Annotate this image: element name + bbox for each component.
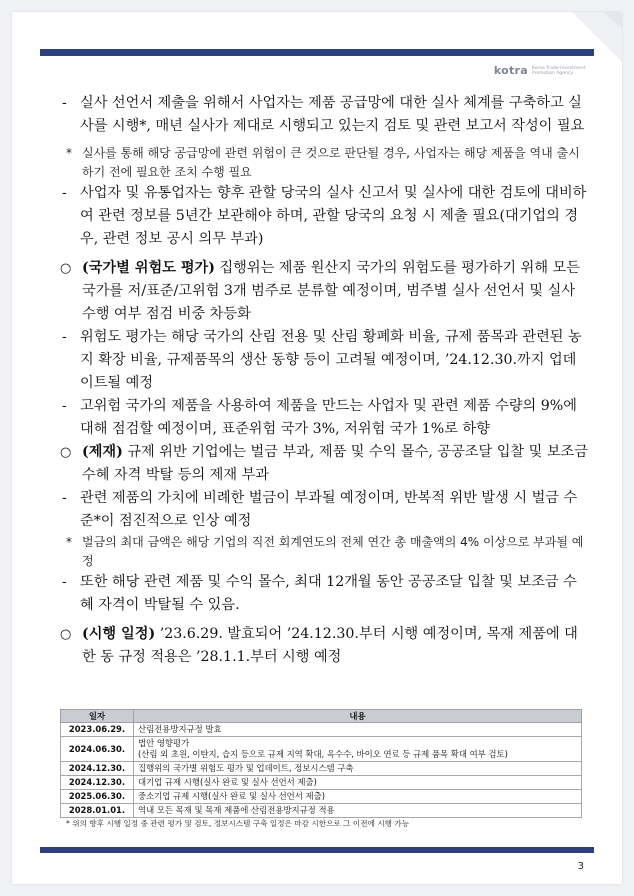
row-content-line: 법안 영향평가 <box>138 738 190 748</box>
table-row <box>61 737 582 762</box>
header-rule <box>40 49 594 56</box>
body-content <box>60 92 588 669</box>
row-content: 대기업 규제 시행(실사 완료 및 실사 선언서 제출) <box>134 776 582 790</box>
row-content: 역내 모든 목재 및 목재 제품에 산림전용방지규정 적용 <box>134 804 582 818</box>
table-header-row <box>61 710 582 723</box>
section-paragraph: ○ (국가별 위험도 평가) 집행위는 제품 원산지 국가의 위험도를 평가하기 위해 모든 국가를 저/표준/고위험 3개 범주로 분류할 예정이며, 범주별 실사 선언서 및 실사 수행 여부 점검 비중 차등화 <box>60 257 588 326</box>
row-content: 중소기업 규제 시행(실사 완료 및 실사 선언서 제출) <box>134 790 582 804</box>
schedule-table <box>60 709 582 818</box>
row-content: 집행위의 국가별 위험도 평가 및 업데이트, 정보시스템 구축 <box>134 762 582 776</box>
row-date: 2024.12.30. <box>61 762 134 776</box>
paragraph: - 고위험 국가의 제품을 사용하여 제품을 만드는 사업자 및 관련 제품 수량의 9%에 대해 점검할 예정이며, 표준위험 국가 3%, 저위험 국가 1%로 하향 <box>60 395 588 441</box>
row-date: 2028.01.01. <box>61 804 134 818</box>
section-paragraph: ○ (시행 일정) ’23.6.29. 발효되어 ’24.12.30.부터 시행 예정이며, 목재 제품에 대한 동 규정 적용은 ’28.1.1.부터 시행 예정 <box>60 623 588 669</box>
paragraph: - 사업자 및 유통업자는 향후 관할 당국의 실사 신고서 및 실사에 대한 검토에 대비하여 관련 정보를 5년간 보관해야 하며, 관할 당국의 요청 시 제출 필요(대기업의 경우, 관련 정보 공시 의무 부과) <box>60 182 588 251</box>
row-date: 2023.06.29. <box>61 723 134 737</box>
table-row <box>61 804 582 818</box>
table-row <box>61 776 582 790</box>
kotra-logo <box>494 64 586 77</box>
row-content-line: (산림 외 초원, 이탄지, 습지 등으로 규제 지역 확대, 옥수수, 바이오 연료 등 규제 품목 확대 여부 검토) <box>138 749 508 759</box>
header-content: 내용 <box>134 710 582 723</box>
paragraph: - 위험도 평가는 해당 국가의 산림 전용 및 산림 황폐화 비율, 규제 품목과 관련된 농지 확장 비율, 규제품목의 생산 동향 등이 고려될 예정이며, ’24.12.30.까지 업데이트될 예정 <box>60 326 588 395</box>
table-row <box>61 790 582 804</box>
header-date: 일자 <box>61 710 134 723</box>
paragraph: - 또한 해당 관련 제품 및 수익 몰수, 최대 12개월 동안 공공조달 입찰 및 보조금 수혜 자격이 박탈될 수 있음. <box>60 571 588 617</box>
row-date: 2024.06.30. <box>61 737 134 762</box>
page-number: 3 <box>577 861 584 872</box>
paragraph: - 관련 제품의 가치에 비례한 벌금이 부과될 예정이며, 반복적 위반 발생 시 벌금 수준*이 점진적으로 인상 예정 <box>60 487 588 533</box>
document-page <box>12 12 622 884</box>
table-row <box>61 762 582 776</box>
note-paragraph: * 벌금의 최대 금액은 해당 기업의 직전 회계연도의 전체 연간 총 매출액의 4% 이상으로 부과될 예정 <box>60 533 588 571</box>
row-date: 2024.12.30. <box>61 776 134 790</box>
note-paragraph: * 실사를 통해 해당 공급망에 관련 위험이 큰 것으로 판단될 경우, 사업자는 해당 제품을 역내 출시하기 전에 필요한 조치 수행 필요 <box>60 144 588 182</box>
row-content <box>134 737 582 762</box>
row-date: 2025.06.30. <box>61 790 134 804</box>
footer-rule <box>40 847 594 853</box>
paragraph: - 실사 선언서 제출을 위해서 사업자는 제품 공급망에 대한 실사 체계를 구축하고 실사를 시행*, 매년 실사가 제대로 시행되고 있는지 검토 및 관련 보고서 작성이 필요 <box>60 92 588 138</box>
table-row <box>61 723 582 737</box>
logo-word: kotra <box>493 64 528 77</box>
section-paragraph: ○ (제재) 규제 위반 기업에는 벌금 부과, 제품 및 수익 몰수, 공공조달 입찰 및 보조금 수혜 자격 박탈 등의 제재 부과 <box>60 441 588 487</box>
table-footnote: * 위의 향후 시행 일정 중 관련 평가 및 검토, 정보시스템 구축 일정은 마감 시한으로 그 이전에 시행 가능 <box>66 819 410 828</box>
logo-subtitle: Korea Trade-Investment Promotion Agency <box>532 65 586 76</box>
row-content: 산림전용방지규정 발효 <box>134 723 582 737</box>
